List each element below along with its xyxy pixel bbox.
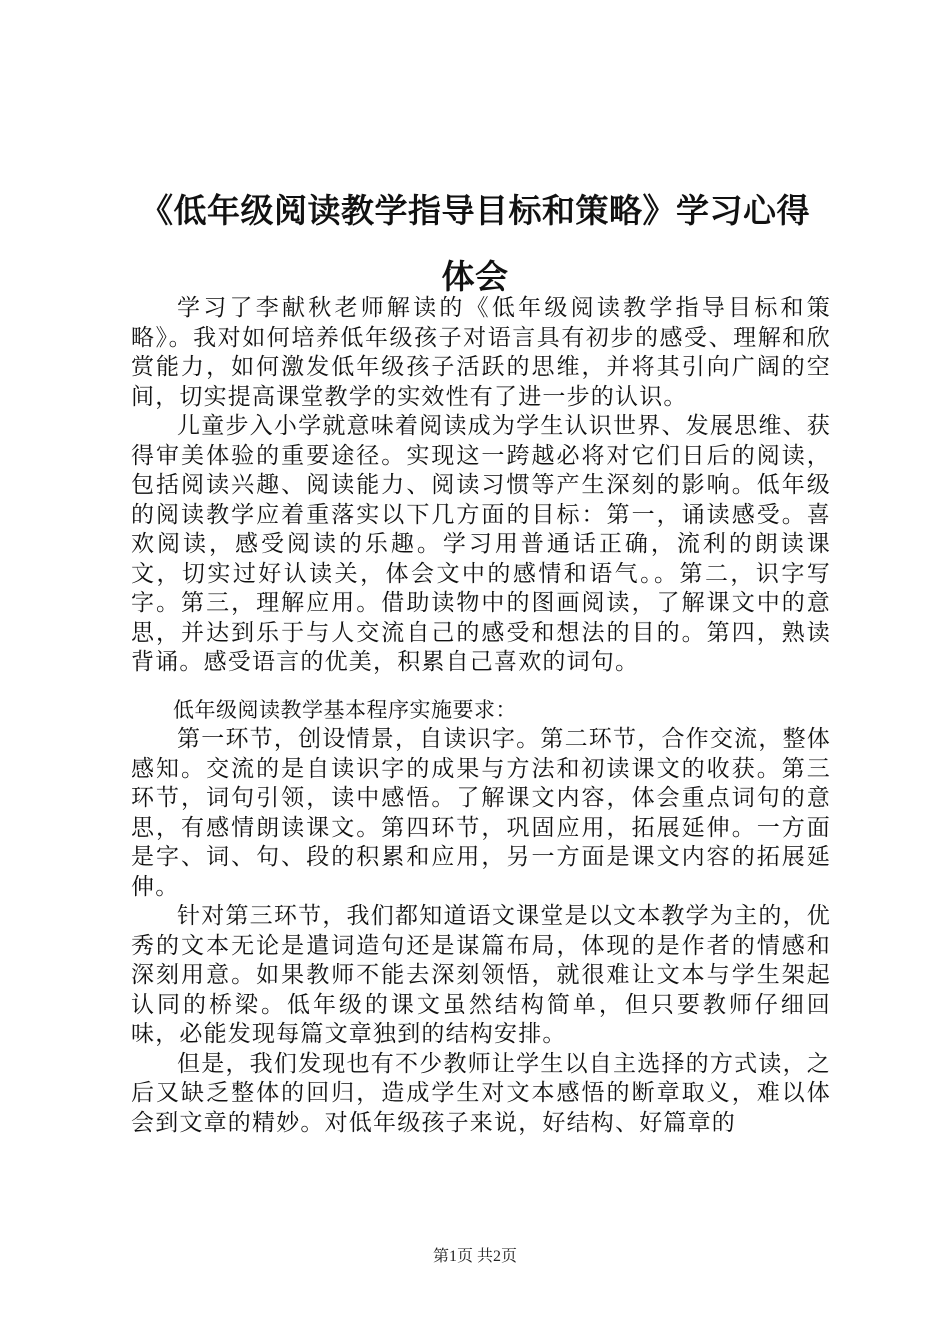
document-title	[120, 178, 830, 310]
paragraph-goals: 儿童步入小学就意味着阅读成为学生认识世界、发展思维、获得审美体验的重要途径。实现这一跨越必将对它们日后的阅读，包括阅读兴趣、阅读能力、阅读习惯等产生深刻的影响。低年级的阅读教学应着重落实以下几方面的目标：第一，诵读感受。喜欢阅读，感受阅读的乐趣。学习用普通话正确，流利的朗读课文，切实过好认读关，体会文中的感情和语气。。第二，识字写字。第三，理解应用。借助读物中的图画阅读，了解课文中的意思，并达到乐于与人交流自己的感受和想法的目的。第四，熟读背诵。感受语言的优美，积累自己喜欢的词句。	[131, 413, 831, 675]
paragraph-however: 但是，我们发现也有不少教师让学生以自主选择的方式读，之后又缺乏整体的回归，造成学生对文本感悟的断章取义，难以体会到文章的精妙。对低年级孩子来说，好结构、好篇章的	[131, 1050, 831, 1136]
paragraph-procedure-steps: 第一环节，创设情景，自读识字。第二环节，合作交流，整体感知。交流的是自读识字的成果与方法和初读课文的收获。第三环节，词句引领，读中感悟。了解课文内容，体会重点词句的意思，有感情朗读课文。第四环节，巩固应用，拓展延伸。一方面是字、词、句、段的积累和应用，另一方面是课文内容的拓展延伸。	[131, 726, 831, 900]
paragraph-procedure-heading: 低年级阅读教学基本程序实施要求：	[173, 697, 517, 722]
title-line-2: 体会	[441, 257, 509, 296]
title-line-1: 《低年级阅读教学指导目标和策略》学习心得	[140, 191, 810, 230]
document-body	[131, 294, 831, 1138]
paragraph-intro: 学习了李献秋老师解读的《低年级阅读教学指导目标和策略》。我对如何培养低年级孩子对语言具有初步的感受、理解和欣赏能力，如何激发低年级孩子活跃的思维，并将其引向广阔的空间，切实提高课堂教学的实效性有了进一步的认识。	[131, 295, 831, 410]
page-footer: 第1页 共2页	[432, 1248, 517, 1265]
paragraph-third-step: 针对第三环节，我们都知道语文课堂是以文本教学为主的，优秀的文本无论是遣词造句还是谋篇布局，体现的是作者的情感和深刻用意。如果教师不能去深刻领悟，就很难让文本与学生架起认同的桥梁。低年级的课文虽然结构简单，但只要教师仔细回味，必能发现每篇文章独到的结构安排。	[131, 903, 831, 1047]
